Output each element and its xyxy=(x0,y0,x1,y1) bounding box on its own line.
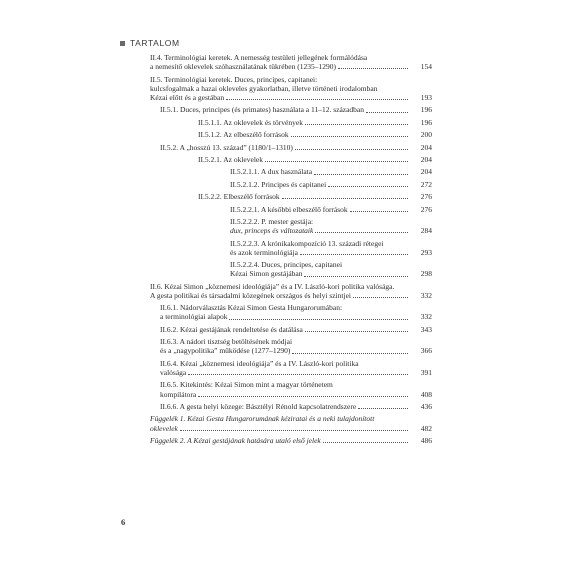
toc-entry-line: II.5.2.2.3. A krónikakompozíció 13. századi rétegei xyxy=(230,238,384,248)
toc-entry[interactable] xyxy=(150,282,432,300)
leader-dots xyxy=(338,67,408,69)
toc-page-number: 298 xyxy=(420,269,432,279)
toc-entry-line: II.5.2.2.4. Duces, principes, capitanei xyxy=(230,260,343,270)
leader-dots xyxy=(300,253,408,255)
toc-entry-line: A gesta politikai és társadalmi közegének országos és helyi szintjei xyxy=(150,290,351,300)
toc-page-number: 391 xyxy=(420,368,432,378)
toc-entry-line: dux, princeps és változataik xyxy=(230,226,314,236)
toc-page-number: 204 xyxy=(420,167,432,177)
leader-dots xyxy=(188,373,408,375)
leader-dots xyxy=(353,296,408,298)
toc-entry-line: II.5.2.2. Elbeszélő források xyxy=(198,192,280,202)
square-bullet-icon xyxy=(120,41,125,46)
toc-entry[interactable] xyxy=(150,337,432,355)
toc-entry-line: Függelék 1. Kézai Gesta Hungarorumának kéziratai és a neki tulajdonított xyxy=(150,414,375,424)
leader-dots xyxy=(328,185,408,187)
leader-dots xyxy=(305,330,408,332)
toc-page-number: 482 xyxy=(420,423,432,433)
toc-entry[interactable] xyxy=(150,180,432,189)
toc-entry-line: Kézai Simon gestájában xyxy=(230,269,303,279)
toc-entry[interactable] xyxy=(150,436,432,445)
toc-entry[interactable] xyxy=(150,325,432,334)
leader-dots xyxy=(304,275,408,277)
toc-entry-line: II.6.2. Kézai gestájának rendeltetése és datálása xyxy=(160,324,303,334)
toc-entry-line: II.6.6. A gesta helyi közege: Básztélyi Rénold kapcsolatrendszere xyxy=(160,402,357,412)
toc-entry[interactable] xyxy=(150,155,432,164)
toc-page-number: 204 xyxy=(420,154,432,164)
leader-dots xyxy=(291,135,408,137)
toc-page-number: 284 xyxy=(420,226,432,236)
toc-entry-line: II.5.2.1. Az oklevelek xyxy=(198,154,263,164)
toc-page-number: 154 xyxy=(420,62,432,72)
toc-page-number: 204 xyxy=(420,142,432,152)
leader-dots xyxy=(292,352,408,354)
toc-page-number: 196 xyxy=(420,105,432,115)
leader-dots xyxy=(226,98,408,100)
toc-page-number: 200 xyxy=(420,130,432,140)
leader-dots xyxy=(305,123,408,125)
toc-entry[interactable] xyxy=(150,75,432,103)
toc-entry-line: II.5.2.2.1. A későbbi elbeszélő források xyxy=(230,204,348,214)
toc-entry-line: kulcsfogalmak a hazai okleveles gyakorlatban, illetve történeti irodalomban xyxy=(150,83,378,93)
toc-page-number: 343 xyxy=(420,324,432,334)
toc-entry-line: II.5.2. A „hosszú 13. század” (1180/1–1310) xyxy=(160,142,293,152)
toc-entry[interactable] xyxy=(150,239,432,257)
toc-page-number: 293 xyxy=(420,247,432,257)
toc-page-number: 193 xyxy=(420,93,432,102)
toc-entry-line: II.5.1.2. Az elbeszélő források xyxy=(198,130,289,140)
toc-page-number: 486 xyxy=(420,436,432,446)
toc-page-number: 366 xyxy=(420,346,432,356)
leader-dots xyxy=(358,407,408,409)
toc-entry[interactable] xyxy=(150,105,432,114)
toc-entry[interactable] xyxy=(150,380,432,398)
toc-entry[interactable] xyxy=(150,53,432,71)
leader-dots xyxy=(180,429,408,431)
leader-dots xyxy=(350,210,408,212)
toc-entry[interactable] xyxy=(150,303,432,321)
toc-entry[interactable] xyxy=(150,359,432,377)
toc-entry[interactable] xyxy=(150,130,432,139)
table-of-contents xyxy=(150,53,432,448)
toc-entry-line: valósága xyxy=(160,368,187,378)
toc-entry[interactable] xyxy=(150,260,432,278)
leader-dots xyxy=(323,441,408,443)
toc-entry-line: II.6.5. Kitekintés: Kézai Simon mint a magyar történetem xyxy=(160,380,333,390)
leader-dots xyxy=(198,395,408,397)
toc-page-number: 276 xyxy=(420,192,432,202)
toc-entry[interactable] xyxy=(150,167,432,176)
toc-entry[interactable] xyxy=(150,192,432,201)
toc-page-number: 272 xyxy=(420,179,432,189)
toc-entry-line: II.4. Terminológiai keretek. A nemesség testületi jellegének formálódása xyxy=(150,53,368,62)
toc-entry[interactable] xyxy=(150,402,432,411)
toc-entry-line: II.6.1. Nádorválasztás Kézai Simon Gesta Hungarorumában: xyxy=(160,303,343,313)
toc-entry[interactable] xyxy=(150,143,432,152)
leader-dots xyxy=(314,173,408,175)
leader-dots xyxy=(295,148,408,150)
leader-dots xyxy=(366,111,408,113)
running-header xyxy=(120,38,180,48)
toc-entry-line: II.5.2.1.1. A dux használata xyxy=(230,167,313,177)
toc-page-number: 332 xyxy=(420,290,432,300)
toc-entry[interactable] xyxy=(150,414,432,432)
toc-entry[interactable] xyxy=(150,118,432,127)
leader-dots xyxy=(229,318,408,320)
toc-entry-line: és a „nagypolitika” működése (1277–1290) xyxy=(160,346,291,356)
toc-entry-line: II.5.2.2.2. P. mester gestája: xyxy=(230,216,314,226)
page-number: 6 xyxy=(121,517,126,527)
toc-entry-line: és azok terminológiája xyxy=(230,247,298,257)
toc-entry-line: II.6.4. Kézai „köznemesi ideológiája” és a IV. László-kori politika xyxy=(160,358,359,368)
toc-entry-line: a nemesítő oklevelek szóhasználatának tükrében (1235–1290) xyxy=(150,62,336,72)
toc-entry[interactable] xyxy=(150,217,432,235)
toc-entry-line: Kézai előtt és a gestában xyxy=(150,93,225,102)
toc-entry-line: II.5.2.1.2. Principes és capitanei xyxy=(230,179,327,189)
toc-entry-line: Függelék 2. A Kézai gestájának hatására utaló első jelek xyxy=(150,436,321,446)
toc-page-number: 276 xyxy=(420,204,432,214)
toc-entry-line: II.6.3. A nádori tisztség betöltésének módjai xyxy=(160,337,293,347)
header-title: TARTALOM xyxy=(130,38,180,48)
toc-entry-line: II.5. Terminológiai keretek. Duces, principes, capitanei: xyxy=(150,74,318,84)
toc-entry[interactable] xyxy=(150,205,432,214)
leader-dots xyxy=(282,197,408,199)
toc-entry-line: kompilátora xyxy=(160,389,197,399)
toc-entry-line: oklevelek xyxy=(150,423,178,433)
toc-page-number: 332 xyxy=(420,312,432,322)
toc-page-number: 196 xyxy=(420,117,432,127)
toc-entry-line: II.6. Kézai Simon „köznemesi ideológiája” és a IV. László-kori politika valósága. xyxy=(150,281,395,291)
toc-page-number: 408 xyxy=(420,389,432,399)
toc-entry-line: a terminológiai alapok xyxy=(160,312,228,322)
leader-dots xyxy=(265,160,408,162)
leader-dots xyxy=(315,231,408,233)
toc-entry-line: II.5.1. Duces, principes (és primates) használata a 11–12. században xyxy=(160,105,365,115)
toc-entry-line: II.5.1.1. Az oklevelek és törvények xyxy=(198,117,303,127)
toc-page-number: 436 xyxy=(420,402,432,412)
